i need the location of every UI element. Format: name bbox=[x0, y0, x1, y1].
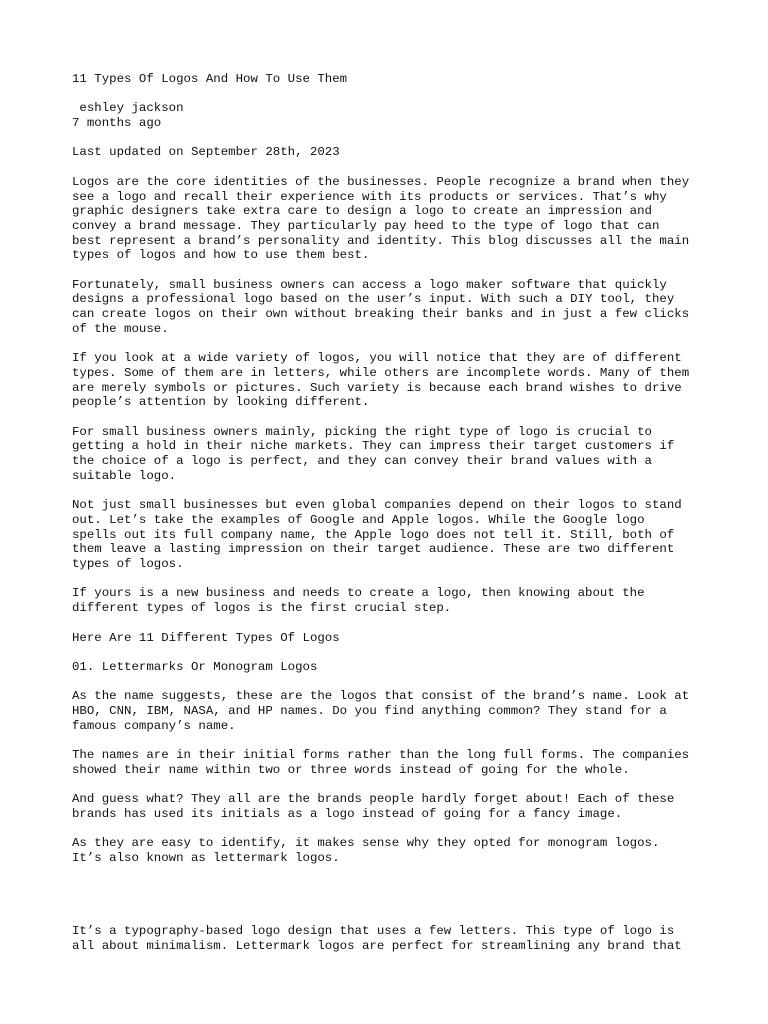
section-paragraph-4: As they are easy to identify, it makes sense why they opted for monogram logos. It’s also known as lettermark logos. bbox=[72, 836, 660, 866]
post-age: 7 months ago bbox=[72, 116, 162, 131]
article-meta bbox=[72, 101, 712, 130]
section-paragraph-1: As the name suggests, these are the logos that consist of the brand’s name. Look at HBO, CNN, IBM, NASA, and HP names. Do you find anything common? They stand for a famous company’s name. bbox=[72, 689, 690, 733]
author-name: eshley jackson bbox=[72, 101, 184, 116]
section-paragraph-3: And guess what? They all are the brands people hardly forget about! Each of these brands has used its initials as a logo instead of going for a fancy image. bbox=[72, 792, 675, 821]
intro-paragraph-2: Fortunately, small business owners can access a logo maker software that quickly designs a professional logo based on the user’s input. With such a DIY tool, they can create logos on their own without breaking their banks and in just a few clicks of the mouse. bbox=[72, 277, 690, 336]
document-page bbox=[72, 72, 712, 969]
intro-paragraph-1: Logos are the core identities of the businesses. People recognize a brand when they see a logo and recall their experience with its products or services. That’s why graphic designers take extra care to design a logo to create an impression and convey a brand message. They particularly pay heed to the type of logo that can best represent a brand’s personality and identity. This blog discusses all the main types of logos and how to use them best. bbox=[72, 174, 690, 263]
last-updated: Last updated on September 28th, 2023 bbox=[72, 145, 340, 160]
article-title: 11 Types Of Logos And How To Use Them bbox=[72, 72, 348, 86]
section-paragraph-2: The names are in their initial forms rather than the long full forms. The companies showed their name within two or three words instead of going for the whole. bbox=[72, 748, 690, 777]
intro-paragraph-3: If you look at a wide variety of logos, you will notice that they are of different types. Some of them are in letters, while others are incomplete words. Many of them are merely symbols or pictures. Such variety is because each brand wishes to drive people’s attention by looking different. bbox=[72, 351, 690, 410]
section-heading: Here Are 11 Different Types Of Logos bbox=[72, 630, 340, 645]
intro-paragraph-6: If yours is a new business and needs to create a logo, then knowing about the different types of logos is the first crucial step. bbox=[72, 586, 645, 616]
blank-space bbox=[72, 880, 712, 924]
intro-paragraph-4: For small business owners mainly, picking the right type of logo is crucial to getting a hold in their niche markets. They can impress their target customers if the choice of a logo is perfect, and they can convey their brand values with a suitable logo. bbox=[72, 424, 675, 483]
intro-paragraph-5: Not just small businesses but even global companies depend on their logos to stand out. Let’s take the examples of Google and Apple logos. While the Google logo spells out its full company name, the Apple logo does not tell it. Still, both of them leave a lasting impression on their target audience. These are two different types of logos. bbox=[72, 498, 682, 572]
subsection-heading: 01. Lettermarks Or Monogram Logos bbox=[72, 659, 318, 674]
final-paragraph: It’s a typography-based logo design that uses a few letters. This type of logo is all about minimalism. Lettermark logos are perfect for streamlining any brand that bbox=[72, 924, 682, 954]
